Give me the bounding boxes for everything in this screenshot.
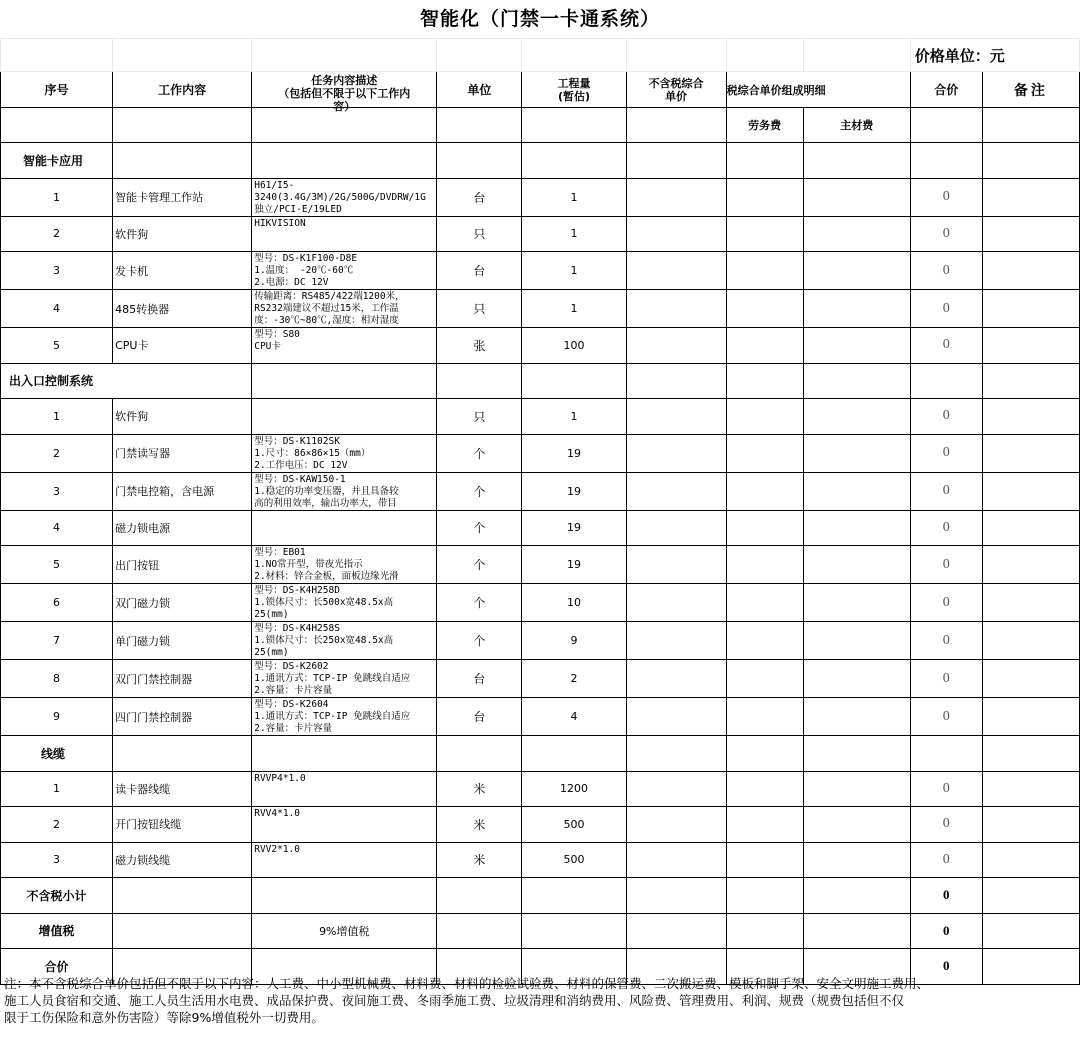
row-remark <box>982 472 1079 510</box>
row-price <box>626 399 726 435</box>
row-material <box>803 510 910 546</box>
desc-line: 25(mm) <box>254 647 289 658</box>
row-total: 0 <box>910 622 982 660</box>
desc-line: 1.尺寸：86×86×15（mm） <box>254 447 371 459</box>
row-total: 0 <box>910 807 982 843</box>
row-material <box>803 434 910 472</box>
row-work: 软件狗 <box>113 216 252 252</box>
row-desc <box>252 252 437 290</box>
table-row <box>1 622 1080 660</box>
row-desc <box>252 807 437 843</box>
desc-line: 高的利用效率，输出功率大，带目 <box>254 497 397 509</box>
row-remark <box>982 584 1079 622</box>
header-qty: 工程量 (暂估) <box>522 72 626 108</box>
row-price <box>626 216 726 252</box>
row-material <box>803 328 910 364</box>
row-work: 485转换器 <box>113 290 252 328</box>
row-work: 出门按钮 <box>113 546 252 584</box>
section-row <box>1 736 1080 772</box>
row-material <box>803 660 910 698</box>
row-seq: 5 <box>1 546 113 584</box>
row-unit: 只 <box>437 216 522 252</box>
footnote-line: 注：本不含税综合单价包括但不限于以下内容：人工费、中小型机械费、材料费、材料的检验试验费、材料的保管费、二次搬运费、模板和脚手架、安全文明施工费用、 <box>4 976 930 991</box>
row-total: 0 <box>910 328 982 364</box>
row-desc <box>252 328 437 364</box>
row-labor <box>726 216 803 252</box>
row-seq: 8 <box>1 660 113 698</box>
table-row <box>1 771 1080 807</box>
row-seq: 9 <box>1 698 113 736</box>
row-unit: 个 <box>437 622 522 660</box>
row-seq: 1 <box>1 178 113 216</box>
header-work: 工作内容 <box>113 72 252 108</box>
footnote-line: 施工人员食宿和交通、施工人员生活用水电费、成品保护费、夜间施工费、冬雨季施工费、垃圾清理和消纳费用、风险费、管理费用、利润、规费（规费包括但不仅 <box>4 993 905 1008</box>
row-seq: 4 <box>1 290 113 328</box>
row-work: 磁力锁电源 <box>113 510 252 546</box>
header-remark: 备注 <box>982 72 1079 108</box>
row-labor <box>726 434 803 472</box>
table-row <box>1 216 1080 252</box>
row-remark <box>982 290 1079 328</box>
row-work: 单门磁力锁 <box>113 622 252 660</box>
row-unit: 米 <box>437 771 522 807</box>
desc-line: 1.稳定的功率变压器，并且具备较 <box>254 485 399 497</box>
row-price <box>626 546 726 584</box>
row-total: 0 <box>910 842 982 878</box>
row-price <box>626 807 726 843</box>
row-desc <box>252 698 437 736</box>
row-remark <box>982 807 1079 843</box>
row-qty: 1200 <box>522 771 626 807</box>
row-remark <box>982 252 1079 290</box>
row-seq: 3 <box>1 252 113 290</box>
row-total: 0 <box>910 216 982 252</box>
desc-line: 型号：DS-K2602 <box>254 661 329 672</box>
row-labor <box>726 252 803 290</box>
header-labor: 劳务费 <box>726 108 803 143</box>
row-unit: 个 <box>437 584 522 622</box>
row-labor <box>726 328 803 364</box>
row-material <box>803 584 910 622</box>
row-price <box>626 660 726 698</box>
desc-line: 型号：DS-K1102SK <box>254 435 340 447</box>
row-material <box>803 290 910 328</box>
desc-line: 1.锁体尺寸：长250x宽48.5x高 <box>254 635 394 646</box>
row-seq: 6 <box>1 584 113 622</box>
section-title: 智能卡应用 <box>1 143 113 179</box>
row-total: 0 <box>910 584 982 622</box>
summary-label: 不含税小计 <box>1 878 113 914</box>
row-qty: 100 <box>522 328 626 364</box>
row-qty: 1 <box>522 216 626 252</box>
row-price <box>626 584 726 622</box>
row-material <box>803 216 910 252</box>
footnote <box>4 975 1076 1026</box>
table-row <box>1 472 1080 510</box>
row-price <box>626 328 726 364</box>
desc-line: 1.通讯方式：TCP-IP 免跳线自适应 <box>254 711 411 722</box>
row-desc <box>252 178 437 216</box>
row-work: 双门门禁控制器 <box>113 660 252 698</box>
row-unit: 个 <box>437 510 522 546</box>
row-remark <box>982 178 1079 216</box>
row-desc <box>252 399 437 435</box>
row-desc <box>252 584 437 622</box>
desc-line: RVV2*1.0 <box>254 843 300 855</box>
table-row <box>1 434 1080 472</box>
row-qty: 500 <box>522 842 626 878</box>
summary-total: 0 <box>910 913 982 949</box>
row-unit: 个 <box>437 434 522 472</box>
desc-line: 1.通讯方式：TCP-IP 免跳线自适应 <box>254 673 411 684</box>
row-total: 0 <box>910 546 982 584</box>
row-desc <box>252 622 437 660</box>
row-total: 0 <box>910 252 982 290</box>
desc-line: 型号：DS-K1F100-D8E <box>254 253 358 264</box>
row-labor <box>726 698 803 736</box>
row-price <box>626 434 726 472</box>
desc-line: 25(mm) <box>254 609 289 620</box>
row-desc <box>252 660 437 698</box>
quotation-table <box>0 38 1080 985</box>
row-total: 0 <box>910 698 982 736</box>
row-material <box>803 178 910 216</box>
row-total: 0 <box>910 771 982 807</box>
row-price <box>626 290 726 328</box>
desc-line: CPU卡 <box>254 341 281 352</box>
row-material <box>803 252 910 290</box>
desc-line: 2.材料：锌合金板，面板边缘光滑 <box>254 571 399 582</box>
table-row <box>1 399 1080 435</box>
row-work: 开门按钮线缆 <box>113 807 252 843</box>
row-work: 磁力锁线缆 <box>113 842 252 878</box>
row-labor <box>726 660 803 698</box>
row-price <box>626 252 726 290</box>
desc-line: HIKVISION <box>254 217 306 229</box>
row-work: 门禁读写器 <box>113 434 252 472</box>
row-unit: 台 <box>437 178 522 216</box>
desc-line: 型号：DS-K2604 <box>254 699 329 710</box>
row-remark <box>982 434 1079 472</box>
row-seq: 2 <box>1 216 113 252</box>
row-unit: 米 <box>437 807 522 843</box>
header-total: 合价 <box>910 72 982 108</box>
header-seq: 序号 <box>1 72 113 108</box>
row-price <box>626 510 726 546</box>
row-qty: 9 <box>522 622 626 660</box>
table-row <box>1 660 1080 698</box>
row-work: 软件狗 <box>113 399 252 435</box>
row-qty: 19 <box>522 434 626 472</box>
row-seq: 4 <box>1 510 113 546</box>
row-labor <box>726 472 803 510</box>
row-remark <box>982 622 1079 660</box>
row-remark <box>982 698 1079 736</box>
row-seq: 1 <box>1 399 113 435</box>
row-desc <box>252 472 437 510</box>
row-work: 发卡机 <box>113 252 252 290</box>
row-work: 门禁电控箱，含电源 <box>113 472 252 510</box>
row-material <box>803 842 910 878</box>
row-price <box>626 698 726 736</box>
row-seq: 1 <box>1 771 113 807</box>
row-price <box>626 472 726 510</box>
row-desc <box>252 842 437 878</box>
header-breakdown: 税综合单价组成明细 <box>726 72 910 108</box>
desc-line: 型号：EB01 <box>254 547 306 558</box>
desc-line: 3240(3.4G/3M)/2G/500G/DVDRW/1G <box>254 191 426 203</box>
row-total: 0 <box>910 399 982 435</box>
row-unit: 台 <box>437 660 522 698</box>
header-material: 主材费 <box>803 108 910 143</box>
row-unit: 个 <box>437 546 522 584</box>
row-labor <box>726 399 803 435</box>
row-labor <box>726 622 803 660</box>
row-qty: 19 <box>522 510 626 546</box>
table-row <box>1 328 1080 364</box>
row-labor <box>726 178 803 216</box>
row-qty: 2 <box>522 660 626 698</box>
desc-line: RVV4*1.0 <box>254 808 300 819</box>
row-material <box>803 399 910 435</box>
row-unit: 张 <box>437 328 522 364</box>
row-material <box>803 622 910 660</box>
row-remark <box>982 399 1079 435</box>
row-material <box>803 546 910 584</box>
row-material <box>803 698 910 736</box>
row-work: 双门磁力锁 <box>113 584 252 622</box>
row-qty: 1 <box>522 178 626 216</box>
summary-row <box>1 913 1080 949</box>
row-remark <box>982 546 1079 584</box>
summary-desc: 9%增值税 <box>252 913 437 949</box>
row-total: 0 <box>910 290 982 328</box>
table-row <box>1 842 1080 878</box>
section-title: 出入口控制系统 <box>1 363 252 399</box>
summary-total: 0 <box>910 878 982 914</box>
row-remark <box>982 771 1079 807</box>
row-qty: 500 <box>522 807 626 843</box>
row-material <box>803 472 910 510</box>
row-qty: 1 <box>522 290 626 328</box>
row-seq: 2 <box>1 434 113 472</box>
row-labor <box>726 584 803 622</box>
row-material <box>803 807 910 843</box>
table-row <box>1 252 1080 290</box>
table-row <box>1 290 1080 328</box>
summary-desc <box>252 878 437 914</box>
row-remark <box>982 328 1079 364</box>
price-unit-label: 价格单位：元 <box>910 39 1079 72</box>
row-unit: 个 <box>437 472 522 510</box>
row-qty: 1 <box>522 252 626 290</box>
header-desc: 任务内容描述 （包括但不限于以下工作内 容） <box>252 72 437 108</box>
table-row <box>1 178 1080 216</box>
desc-line: 2.电源：DC 12V <box>254 277 329 288</box>
row-desc <box>252 771 437 807</box>
row-qty: 10 <box>522 584 626 622</box>
row-work: 读卡器线缆 <box>113 771 252 807</box>
row-unit: 米 <box>437 842 522 878</box>
desc-line: 型号：DS-K4H258S <box>254 623 340 634</box>
row-work: CPU卡 <box>113 328 252 364</box>
header-price: 不含税综合 单价 <box>626 72 726 108</box>
desc-line: 2.工作电压：DC 12V <box>254 459 348 471</box>
row-remark <box>982 216 1079 252</box>
desc-line: RVVP4*1.0 <box>254 772 306 784</box>
desc-line: 1.锁体尺寸：长500x宽48.5x高 <box>254 597 394 608</box>
desc-line: 1.温度： -20℃-60℃ <box>254 265 354 276</box>
desc-line: 型号：DS-KAW150-1 <box>254 473 346 485</box>
sheet-title: 智能化（门禁一卡通系统） <box>419 8 660 30</box>
footnote-line: 限于工伤保险和意外伤害险）等除9%增值税外一切费用。 <box>4 1010 324 1025</box>
desc-line: 传输距离：RS485/422端1200米， <box>254 291 405 302</box>
table-row <box>1 546 1080 584</box>
row-seq: 3 <box>1 842 113 878</box>
row-unit: 台 <box>437 698 522 736</box>
summary-label: 增值税 <box>1 913 113 949</box>
desc-line: 型号：S80 <box>254 329 300 340</box>
row-desc <box>252 546 437 584</box>
row-qty: 4 <box>522 698 626 736</box>
row-labor <box>726 546 803 584</box>
row-material <box>803 771 910 807</box>
summary-label: 合价 <box>1 949 113 985</box>
row-work: 四门门禁控制器 <box>113 698 252 736</box>
row-total: 0 <box>910 178 982 216</box>
row-desc <box>252 434 437 472</box>
section-title: 线缆 <box>1 736 113 772</box>
desc-line: 2.容量：卡片容量 <box>254 685 333 696</box>
row-labor <box>726 842 803 878</box>
row-remark <box>982 510 1079 546</box>
row-seq: 7 <box>1 622 113 660</box>
row-total: 0 <box>910 510 982 546</box>
row-seq: 2 <box>1 807 113 843</box>
section-row <box>1 143 1080 179</box>
row-total: 0 <box>910 434 982 472</box>
row-price <box>626 771 726 807</box>
row-price <box>626 842 726 878</box>
desc-line: H61/I5- <box>254 179 295 191</box>
row-desc <box>252 216 437 252</box>
row-total: 0 <box>910 472 982 510</box>
row-remark <box>982 660 1079 698</box>
row-qty: 1 <box>522 399 626 435</box>
row-labor <box>726 807 803 843</box>
desc-line: 型号：DS-K4H258D <box>254 585 340 596</box>
row-labor <box>726 510 803 546</box>
row-price <box>626 622 726 660</box>
row-qty: 19 <box>522 546 626 584</box>
row-seq: 3 <box>1 472 113 510</box>
summary-row <box>1 878 1080 914</box>
section-row <box>1 363 1080 399</box>
row-qty: 19 <box>522 472 626 510</box>
summary-total: 0 <box>910 949 982 985</box>
table-row <box>1 807 1080 843</box>
row-labor <box>726 771 803 807</box>
row-remark <box>982 842 1079 878</box>
row-work: 智能卡管理工作站 <box>113 178 252 216</box>
desc-line: 独立/PCI-E/19LED <box>254 203 342 215</box>
desc-line: 2.容量：卡片容量 <box>254 723 333 734</box>
desc-line: 度：-30℃~80℃,湿度：相对湿度 <box>254 315 399 326</box>
row-labor <box>726 290 803 328</box>
desc-line: RS232端建议不超过15米，工作温 <box>254 303 399 314</box>
table-row <box>1 584 1080 622</box>
row-unit: 只 <box>437 290 522 328</box>
header-unit: 单位 <box>437 72 522 108</box>
row-unit: 台 <box>437 252 522 290</box>
row-seq: 5 <box>1 328 113 364</box>
row-desc <box>252 510 437 546</box>
row-unit: 只 <box>437 399 522 435</box>
row-total: 0 <box>910 660 982 698</box>
table-row <box>1 698 1080 736</box>
desc-line: 1.NO常开型，带夜光指示 <box>254 559 363 570</box>
row-price <box>626 178 726 216</box>
row-desc <box>252 290 437 328</box>
table-row <box>1 510 1080 546</box>
